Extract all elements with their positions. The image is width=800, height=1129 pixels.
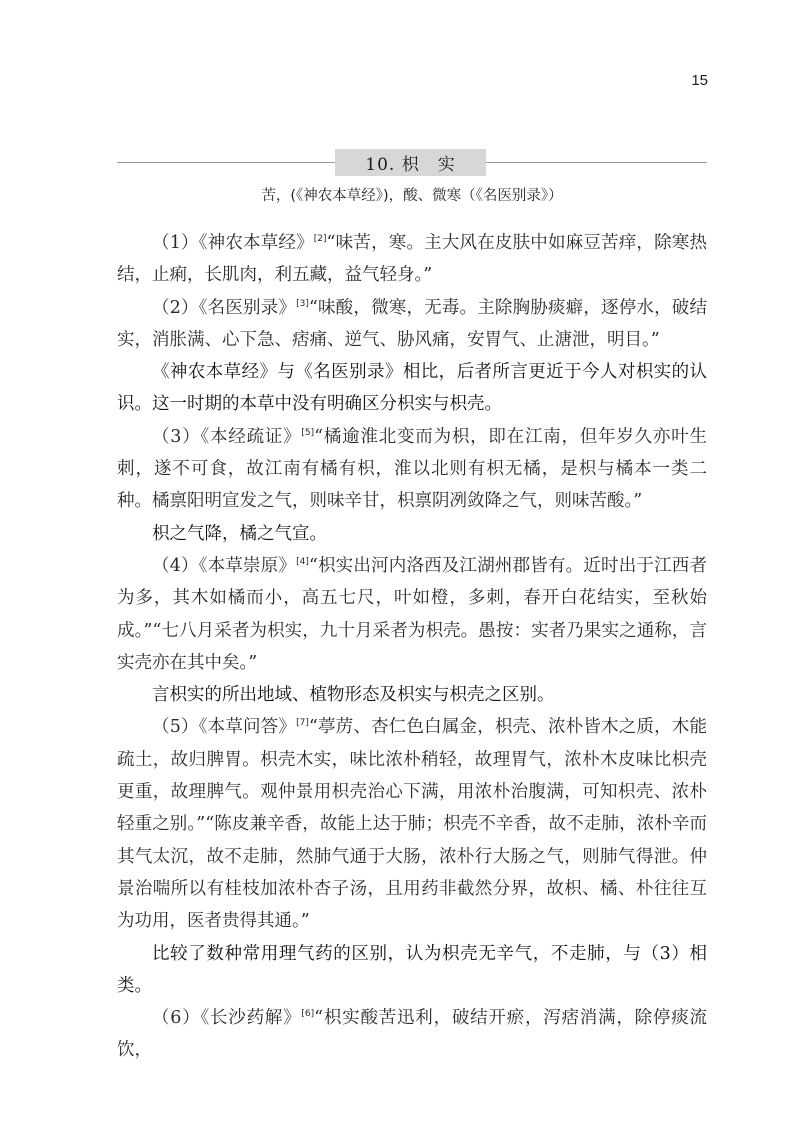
reference-marker: [5] [301, 427, 315, 438]
paragraph-text: “橘逾淮北变而为枳，即在江南，但年岁久亦叶生刺，遂不可食，故江南有橘有枳，淮以北则有枳无橘，是枳与橘本一类二种。橘禀阳明宣发之气，则味辛甘，枳禀阴冽敛降之气，则味苦酸。” [117, 426, 707, 512]
paragraph-text: 《神农本草经》与《名医别录》相比，后者所言更近于今人对枳实的认识。这一时期的本草中没有明确区分枳实与枳壳。 [117, 362, 707, 415]
section-title: 10. 枳 实 [335, 149, 486, 176]
body-text [117, 227, 707, 1067]
paragraph-text: “枳实酸苦迅利，破结开瘀，泻痞消满，除停痰流饮， [117, 1008, 707, 1061]
paragraph-7 [117, 679, 707, 711]
paragraph-10 [117, 1002, 707, 1067]
reference-marker: [4] [296, 556, 309, 567]
paragraph-1 [117, 227, 707, 292]
paragraph-5 [117, 518, 707, 550]
paragraph-4 [117, 421, 707, 518]
source-citation: （1）《神农本草经》 [152, 233, 314, 253]
reference-marker: [3] [296, 298, 309, 309]
paragraph-text: 枳之气降，橘之气宣。 [152, 523, 327, 544]
page-number: 15 [691, 72, 708, 89]
paragraph-6 [117, 550, 707, 679]
source-citation: （4）《本草崇原》 [152, 555, 297, 576]
source-citation: （2）《名医别录》 [152, 297, 297, 318]
section-subtitle: 苦，(《神农本草经》)，酸、微寒（《名医别录》） [261, 188, 563, 204]
paragraph-text: 比较了数种常用理气药的区别，认为枳壳无辛气，不走肺，与（3）相类。 [117, 943, 707, 996]
paragraph-text: “味苦，寒。主大风在皮肤中如麻豆苦痒，除寒热结，止痢，长肌肉，利五藏，益气轻身。” [117, 233, 707, 286]
paragraph-9 [117, 938, 707, 1003]
source-citation: （3）《本经疏证》 [152, 426, 302, 447]
reference-marker: [7] [296, 718, 309, 729]
paragraph-3 [117, 356, 707, 421]
source-citation: （6）《长沙药解》 [152, 1008, 302, 1029]
paragraph-text: “葶苈、杏仁色白属金，枳壳、浓朴皆木之质，木能疏土，故归脾胃。枳壳木实，味比浓朴稍轻，故理胃气，浓朴木皮味比枳壳更重，故理脾气。观仲景用枳壳治心下满，用浓朴治腹满，可知枳壳、浓朴轻重之别。”“陈皮兼辛香，故能上达于肺；枳壳不辛香，故不走肺，浓朴辛而其气太沉，故不走肺，然肺气通于大肠，浓朴行大肠之气，则肺气得泄。仲景治喘所以有桂枝加浓朴杏子汤，且用药非截然分界，故枳、橘、朴往往互为功用，医者贵得其通。” [117, 717, 707, 932]
paragraph-text: “枳实出河内洛西及江湖州郡皆有。近时出于江西者为多，其木如橘而小，高五七尺，叶如橙，多刺，春开白花结实，至秋始成。”“七八月采者为枳实，九十月采者为枳壳。愚按：实者乃果实之通称，言实壳亦在其中矣。” [117, 555, 707, 673]
reference-marker: [6] [301, 1009, 315, 1020]
paragraph-8 [117, 711, 707, 937]
paragraph-text: 言枳实的所出地域、植物形态及枳实与枳壳之区别。 [152, 685, 555, 706]
paragraph-2 [117, 292, 707, 357]
source-citation: （5）《本草问答》 [152, 717, 297, 738]
paragraph-text: “味酸，微寒，无毒。主除胸胁痰癖，逐停水，破结实，消胀满、心下急、痞痛、逆气、胁风痛，安胃气、止溏泄，明目。” [117, 297, 707, 350]
reference-marker: [2] [313, 234, 327, 244]
